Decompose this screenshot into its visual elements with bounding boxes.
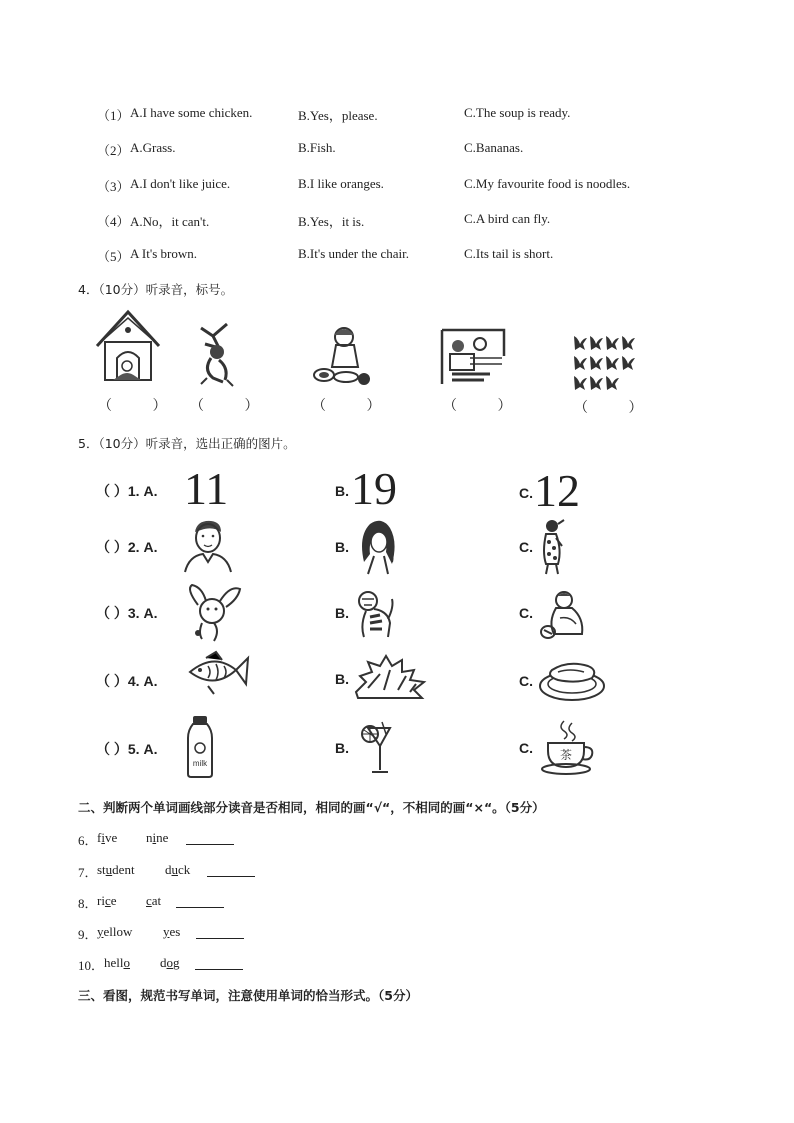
tea-label: 茶 xyxy=(559,748,573,762)
doghouse-picture xyxy=(95,310,161,382)
juice-glass-picture xyxy=(360,718,396,776)
bird-icon xyxy=(574,356,587,370)
q4-paren-3: （ ） xyxy=(312,398,399,414)
q3-row-4-c: C.A bird can fly. xyxy=(464,211,551,226)
word-part: d xyxy=(160,955,167,970)
q3-row-4-num: （4） xyxy=(97,214,130,229)
section-2-item xyxy=(78,893,98,912)
tiger-picture xyxy=(354,589,396,639)
q5-row-3-b-label: B. xyxy=(335,605,349,621)
q4-paren-4: （ ） xyxy=(443,398,530,414)
underlined-part: y xyxy=(97,924,104,939)
rabbit-picture xyxy=(184,583,244,643)
underlined-part: o xyxy=(123,955,130,970)
word-1 xyxy=(97,862,135,878)
bird-icon xyxy=(590,356,603,370)
meat-picture xyxy=(538,660,608,702)
word-2 xyxy=(146,893,161,909)
q5-row-5-b-label: B. xyxy=(335,740,349,756)
underlined-part: y xyxy=(163,924,170,939)
section-2-item xyxy=(78,955,104,974)
q5-row-4-label: （ ）4. A. xyxy=(96,673,158,689)
fish-picture xyxy=(186,650,250,696)
word-part: e xyxy=(110,893,117,908)
q3-row-1-c: C.The soup is ready. xyxy=(464,105,571,120)
milk-bottle-picture xyxy=(186,714,214,778)
q5-row-2-b-label: B. xyxy=(335,539,349,555)
monkey-picture xyxy=(193,322,238,387)
word-part: ne xyxy=(156,830,169,845)
q3-row-2-num: （2） xyxy=(97,143,130,158)
q3-row-1-num: （1） xyxy=(97,108,130,123)
q3-row-2-c: C.Bananas. xyxy=(464,140,524,155)
q5-row-5-label: （ ）5. A. xyxy=(96,741,158,757)
q5-row-3-label: （ ）3. A. xyxy=(96,605,158,621)
q3-row-1-b: B.Yes，please. xyxy=(298,108,378,123)
bird-icon xyxy=(574,336,587,350)
word-part: f xyxy=(97,830,102,845)
section-2-title: 二、判断两个单词画线部分读音是否相同，相同的画“√“，不相同的画“×“。（5分） xyxy=(78,800,545,815)
answer-blank[interactable] xyxy=(195,957,243,975)
word-part: hell xyxy=(104,955,124,970)
word-part: st xyxy=(97,862,106,877)
word-part: ck xyxy=(178,862,191,877)
word-1 xyxy=(104,955,130,971)
q3-row-2-b: B.Fish. xyxy=(298,140,336,155)
q5-row-5-c-label: C. xyxy=(519,740,533,756)
q3-row-3-c: C.My favourite food is noodles. xyxy=(464,176,631,191)
q5-row-1-label: （ ）1. A. xyxy=(96,483,158,499)
answer-blank[interactable] xyxy=(176,895,224,913)
bird-icon xyxy=(622,356,635,370)
word-2 xyxy=(160,955,180,971)
answer-blank[interactable] xyxy=(186,832,234,850)
word-1 xyxy=(97,830,117,846)
shop-picture xyxy=(440,326,506,386)
tea-cup-picture xyxy=(540,719,596,775)
q4-paren-5: （ ） xyxy=(574,400,661,416)
section-2-item xyxy=(78,862,98,881)
answer-blank[interactable] xyxy=(196,926,244,944)
q5-title: 5．（10分）听录音，选出正确的图片。 xyxy=(78,436,296,451)
word-part: d xyxy=(165,862,172,877)
word-part: n xyxy=(146,830,153,845)
q3-row-3-a: A.I don't like juice. xyxy=(130,176,231,191)
answer-blank[interactable] xyxy=(207,864,255,882)
bird-icon xyxy=(622,336,635,350)
q3-row-3-b: B.I like oranges. xyxy=(298,176,384,191)
item-number: 8． xyxy=(78,896,98,911)
q3-row-5-a: A It's brown. xyxy=(130,246,197,261)
q3-row-5-num: （5） xyxy=(97,249,130,264)
q5-row-1-b-number: 19 xyxy=(351,463,397,514)
bird-icon xyxy=(606,336,619,350)
underlined-part: i xyxy=(152,830,157,845)
bird-icon xyxy=(590,336,603,350)
item-number: 9． xyxy=(78,927,98,942)
word-1 xyxy=(97,924,132,940)
woman-picture xyxy=(354,518,400,574)
word-part: ve xyxy=(104,830,118,845)
underlined-part: o xyxy=(166,955,173,970)
q5-row-2-c-label: C. xyxy=(519,539,533,555)
q3-row-5-b: B.It's under the chair. xyxy=(298,246,410,261)
bird-feeding-picture xyxy=(540,588,588,642)
underlined-part: u xyxy=(171,862,178,877)
item-number: 10． xyxy=(78,958,105,973)
q3-row-2-a: A.Grass. xyxy=(130,140,176,155)
q5-row-1-b-label: B. xyxy=(335,483,349,499)
q5-row-2-label: （ ）2. A. xyxy=(96,539,158,555)
bird-icon xyxy=(606,356,619,370)
q5-row-1-c-number: 12 xyxy=(534,465,580,516)
q3-row-1-a: A.I have some chicken. xyxy=(130,105,253,120)
section-2-item xyxy=(78,924,98,943)
word-2 xyxy=(163,924,180,940)
word-part: at xyxy=(151,893,162,908)
word-2 xyxy=(165,862,190,878)
item-number: 7． xyxy=(78,865,98,880)
underlined-part: i xyxy=(101,830,105,845)
q5-row-4-c-label: C. xyxy=(519,673,533,689)
word-part: dent xyxy=(112,862,135,877)
bird-icon xyxy=(574,376,587,390)
underlined-part: u xyxy=(105,862,113,877)
underlined-part: c xyxy=(104,893,111,908)
girl-picture xyxy=(540,518,566,576)
word-part: es xyxy=(169,924,181,939)
q4-paren-1: （ ） xyxy=(98,398,185,414)
underlined-part: c xyxy=(146,893,152,908)
item-number: 6． xyxy=(78,833,98,848)
girl-eating-picture xyxy=(310,323,372,387)
q5-row-1-a-number: 11 xyxy=(184,463,229,514)
q4-title: 4．（10分）听录音，标号。 xyxy=(78,282,234,297)
word-part: g xyxy=(173,955,180,970)
q3-row-4-b: B.Yes，it is. xyxy=(298,214,365,229)
birds-picture xyxy=(568,330,638,388)
man-picture xyxy=(183,518,233,572)
bird-icon xyxy=(590,376,603,390)
bird-icon xyxy=(606,376,619,390)
section-3-title: 三、看图，规范书写单词，注意使用单词的恰当形式。（5分） xyxy=(78,988,418,1003)
section-2-item xyxy=(78,830,98,849)
q3-row-4-a: A.No，it can't. xyxy=(130,214,210,229)
q5-row-4-b-label: B. xyxy=(335,671,349,687)
word-2 xyxy=(146,830,168,846)
q5-row-3-c-label: C. xyxy=(519,605,533,621)
q4-paren-2: （ ） xyxy=(190,398,277,414)
word-1 xyxy=(97,893,117,909)
q3-row-3-num: （3） xyxy=(97,179,130,194)
word-part: ri xyxy=(97,893,105,908)
vegetables-picture xyxy=(354,652,426,700)
milk-label: milk xyxy=(192,759,208,768)
q5-row-1-c-label: C. xyxy=(519,485,533,501)
q3-row-5-c: C.Its tail is short. xyxy=(464,246,554,261)
word-part: ellow xyxy=(103,924,133,939)
